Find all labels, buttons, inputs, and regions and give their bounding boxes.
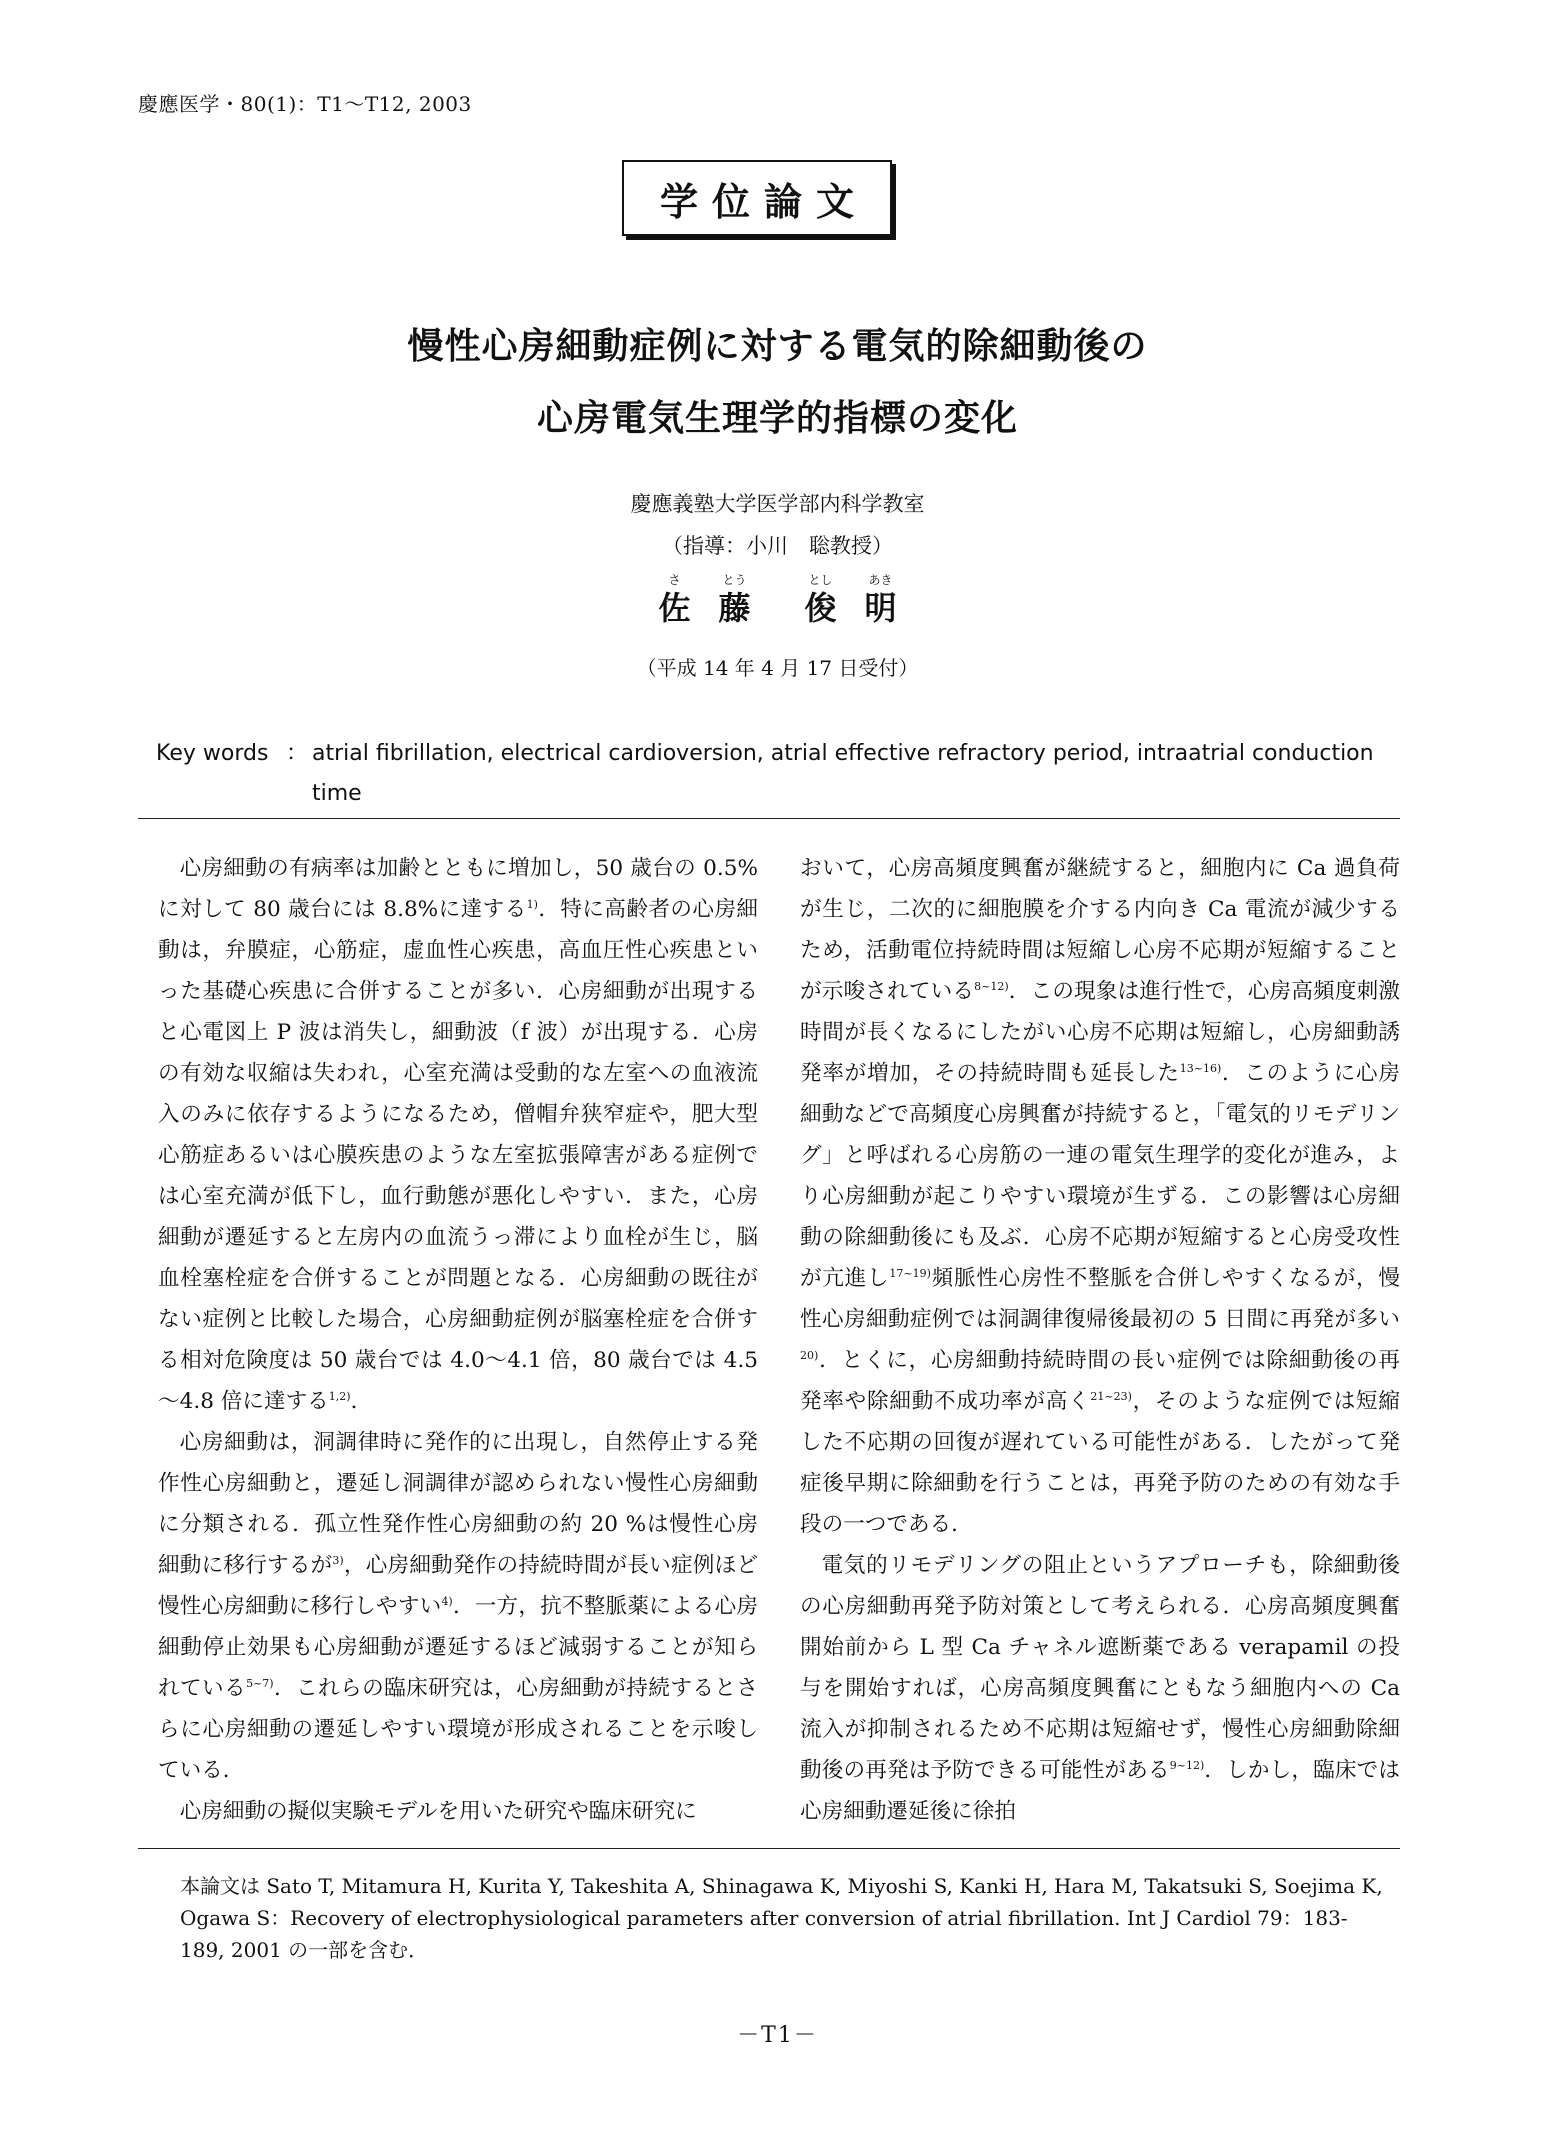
paragraph — [158, 1791, 758, 1832]
reference-mark: 21~23) — [1090, 1390, 1132, 1403]
author-kanji: 明 — [864, 589, 897, 627]
body-column-right — [800, 848, 1400, 1832]
reference-mark: 1,2) — [328, 1390, 351, 1403]
paragraph — [800, 848, 1400, 1545]
text-run: 頻脈性心房性不整脈を合併しやすくなるが，慢性心房細動症例では洞調律復帰後最初の 5 日間に再発が多い — [800, 1266, 1400, 1332]
keywords-colon: ： — [286, 741, 309, 766]
author-char — [718, 572, 750, 628]
affiliation: 慶應義塾大学医学部内科学教室 — [630, 492, 925, 516]
reference-mark: 13~16) — [1179, 1062, 1222, 1075]
text-run: ，心房細動発作の持続時間が長い症例ほど慢性心房細動に移行しやすい — [158, 1553, 758, 1619]
author-char — [658, 572, 690, 628]
author-name — [0, 572, 1555, 628]
reference-mark: 17~19) — [889, 1267, 931, 1280]
author-kanji: 藤 — [718, 589, 751, 627]
article-type-box — [622, 160, 892, 236]
text-run: 心房細動は，洞調律時に発作的に出現し，自然停止する発作性心房細動と，遷延し洞調律が認められない慢性心房細動に分類される．孤立性発作性心房細動の約 20 %は慢性心房細動に移行するが — [158, 1430, 758, 1578]
advisor: （指導：小川 聡教授） — [662, 534, 893, 558]
reference-mark: 20) — [800, 1349, 819, 1362]
author-kanji: 佐 — [658, 589, 691, 627]
text-run: ．これらの臨床研究は，心房細動が持続するとさらに心房細動の遷延しやすい環境が形成されることを示唆している． — [158, 1676, 758, 1783]
paper-title-line-1: 慢性心房細動症例に対する電気的除細動後の — [407, 326, 1148, 367]
paragraph — [158, 1422, 758, 1791]
text-run: ．しかし，臨床では心房細動遷延後に徐拍 — [800, 1758, 1400, 1824]
top-divider — [138, 818, 1400, 819]
reference-mark: 9~12) — [1169, 1759, 1205, 1772]
text-run: おいて，心房高頻度興奮が継続すると，細胞内に Ca 過負荷が生じ，二次的に細胞膜を介する内向き Ca 電流が減少するため，活動電位持続時間は短縮し心房不応期が短縮することが示唆されている — [800, 856, 1400, 1004]
article-type-label: 学位論文 — [659, 179, 868, 224]
text-run: ．この現象は進行性で，心房高頻度刺激時間が長くなるにしたがい心房不応期は短縮し，心房細動誘発率が増加，その持続時間も延長した — [800, 979, 1400, 1086]
paragraph — [800, 1545, 1400, 1832]
keywords-label: Key words — [156, 741, 269, 766]
page-number: －T1－ — [737, 2023, 818, 2048]
paper-title-line-2: 心房電気生理学的指標の変化 — [536, 398, 1018, 439]
reference-mark: 1) — [526, 898, 538, 911]
text-run: ．このように心房細動などで高頻度心房興奮が持続すると，「電気的リモデリング」と呼ばれる心房筋の一連の電気生理学的変化が進み，より心房細動が起こりやすい環境が生ずる．この影響は心房細動の除細動後にも及ぶ．心房不応期が短縮すると心房受攻性が亢進し — [800, 1061, 1400, 1291]
author-kanji: 俊 — [804, 589, 837, 627]
keywords — [156, 734, 1386, 814]
footnote: 本論文は Sato T, Mitamura H, Kurita Y, Takeshita A, Shinagawa K, Miyoshi S, Kanki H, Hara M, Takatsuki S, Soejima K, Ogawa S：Recovery of electrophysiological parameters after conversion of atrial fibrillation. Int J Cardiol 79：183-189, 2001 の一部を含む． — [180, 1874, 1383, 1962]
author-ruby: さ — [668, 573, 681, 587]
reference-mark: 4) — [441, 1595, 453, 1608]
text-run: ．特に高齢者の心房細動は，弁膜症，心筋症，虚血性心疾患，高血圧性心疾患といった基礎心疾患に合併することが多い．心房細動が出現すると心電図上 P 波は消失し，細動波（f 波）が出現する．心房の有効な収縮は失われ，心室充満は受動的な左室への血液流入のみに依存するようになるため，僧帽弁狭窄症や，肥大型心筋症あるいは心膜疾患のような左室拡張障害がある症例では心室充満が低下し，血行動態が悪化しやすい．また，心房細動が遷延すると左房内の血流うっ滞により血栓が生じ，脳血栓塞栓症を合併することが問題となる．心房細動の既往がない症例と比較した場合，心房細動症例が脳塞栓症を合併する相対危険度は 50 歳台では 4.0～4.1 倍，80 歳台では 4.5～4.8 倍に達する — [158, 897, 758, 1414]
text-run: 心房細動の擬似実験モデルを用いた研究や臨床研究に — [179, 1799, 697, 1824]
text-run: ．一方，抗不整脈薬による心房細動停止効果も心房細動が遷延するほど減弱することが知られている — [158, 1594, 758, 1701]
text-run: ，そのような症例では短縮した不応期の回復が遅れている可能性がある．したがって発症後早期に除細動を行うことは，再発予防のための有効な手段の一つである． — [800, 1389, 1400, 1537]
author-ruby: とし — [808, 573, 833, 587]
text-run: 電気的リモデリングの阻止というアプローチも，除細動後の心房細動再発予防対策として考えられる．心房高頻度興奮開始前から L 型 Ca チャネル遮断薬である verapamil の投与を開始すれば，心房高頻度興奮にともなう細胞内への Ca 流入が抑制されるため不応期は短縮せず，慢性心房細動除細動後の再発は予防できる可能性がある — [800, 1553, 1400, 1783]
reference-mark: 8~12) — [974, 980, 1009, 993]
journal-citation: 慶應医学・80(1)：T1～T12, 2003 — [138, 92, 472, 116]
author-ruby: とう — [722, 573, 747, 587]
author-char — [865, 572, 897, 628]
body-column-left — [158, 848, 758, 1832]
text-run: 心房細動の有病率は加齢とともに増加し，50 歳台の 0.5%に対して 80 歳台には 8.8%に達する — [158, 856, 758, 922]
reference-mark: 3) — [332, 1554, 344, 1567]
author-char — [805, 572, 837, 628]
text-run: ．とくに，心房細動持続時間の長い症例では除細動後の再発率や除細動不成功率が高く — [800, 1348, 1400, 1414]
paragraph — [158, 848, 758, 1422]
text-run: ． — [350, 1389, 373, 1414]
reference-mark: 5~7) — [246, 1677, 274, 1690]
received-date: （平成 14 年 4 月 17 日受付） — [636, 656, 919, 680]
keywords-text: atrial fibrillation, electrical cardioversion, atrial effective refractory period, intraatrial conduction time — [312, 741, 1374, 806]
author-ruby: あき — [868, 573, 893, 587]
footnote-divider — [138, 1848, 1400, 1849]
